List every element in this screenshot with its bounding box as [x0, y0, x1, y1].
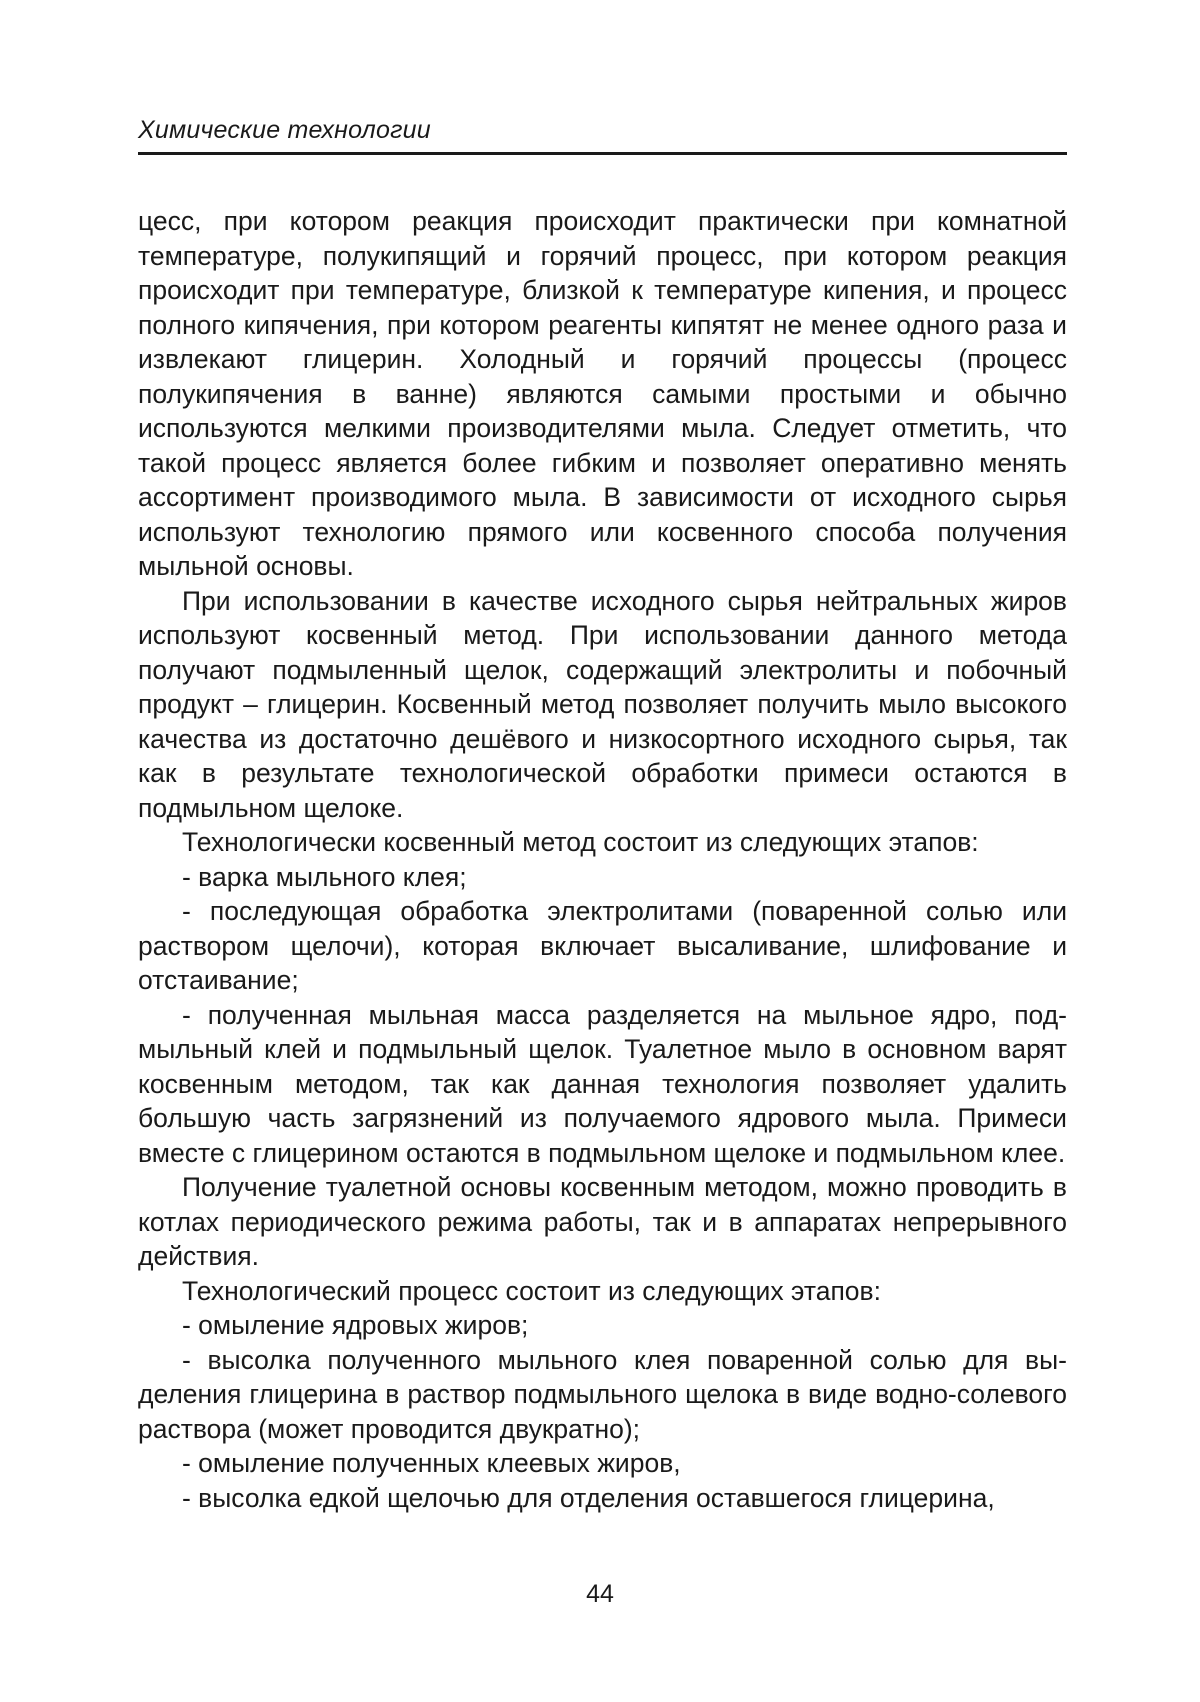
document-page	[0, 0, 1200, 1702]
header-rule	[138, 152, 1067, 155]
paragraph: цесс, при котором реакция происходит практически при комнатной температуре, полукипящий и горячий процесс, при котором реакция происходит при температуре, близкой к температуре кипения, и про­цесс полного кипячения, при котором реагенты кипятят не менее од­ного раза и извлекают глицерин. Холодный и горячий процессы (про­цесс полукипячения в ванне) являются самыми простыми и обычно используются мелкими производителями мыла. Следует отметить, что такой процесс является более гибким и позволяет оперативно менять ассортимент производимого мыла. В зависимости от исход­ного сырья используют технологию прямого или косвенного способа получения мыльной основы.	[138, 204, 1067, 584]
paragraph: Технологически косвенный метод состоит из следующих этапов:	[138, 825, 1067, 860]
page-number: 44	[0, 1580, 1200, 1609]
list-item: - омыление полученных клеевых жиров,	[138, 1446, 1067, 1481]
list-item: - последующая обработка электролитами (поваренной солью или раствором щелочи), которая включает высаливание, шлифование и отстаивание;	[138, 894, 1067, 998]
list-item: - омыление ядровых жиров;	[138, 1308, 1067, 1343]
paragraph: Технологический процесс состоит из следующих этапов:	[138, 1274, 1067, 1309]
paragraph: Получение туалетной основы косвенным методом, можно прово­дить в котлах периодического режима работы, так и в аппаратах не­прерывного действия.	[138, 1170, 1067, 1274]
paragraph: При использовании в качестве исходного сырья нейтральных жи­ров используют косвенный метод. При использовании данного мето­да получают подмыленный щелок, содержащий электролиты и побоч­ный продукт – глицерин. Косвенный метод позволяет получить мыло высокого качества из достаточно дешёвого и низкосортного исходно­го сырья, так как в результате технологической обработки примеси остаются в подмыльном щелоке.	[138, 584, 1067, 826]
running-header: Химические технологии	[138, 116, 431, 145]
list-item: - высолка полученного мыльного клея поваренной солью для вы­деления глицерина в раствор подмыльного щелока в виде водно-со­левого раствора (может проводится двукратно);	[138, 1343, 1067, 1447]
list-item: - полученная мыльная масса разделяется на мыльное ядро, под­мыльный клей и подмыльный щелок. Туалетное мыло в основном варят косвенным методом, так как данная технология позволяет удалить большую часть загрязнений из получаемого ядрового мыла. Примеси вместе с глицерином остаются в подмыльном щелоке и подмыльном клее.	[138, 998, 1067, 1171]
list-item: - высолка едкой щелочью для отделения оставшегося глицерина,	[138, 1481, 1067, 1516]
body-text	[138, 204, 1067, 1515]
list-item: - варка мыльного клея;	[138, 860, 1067, 895]
